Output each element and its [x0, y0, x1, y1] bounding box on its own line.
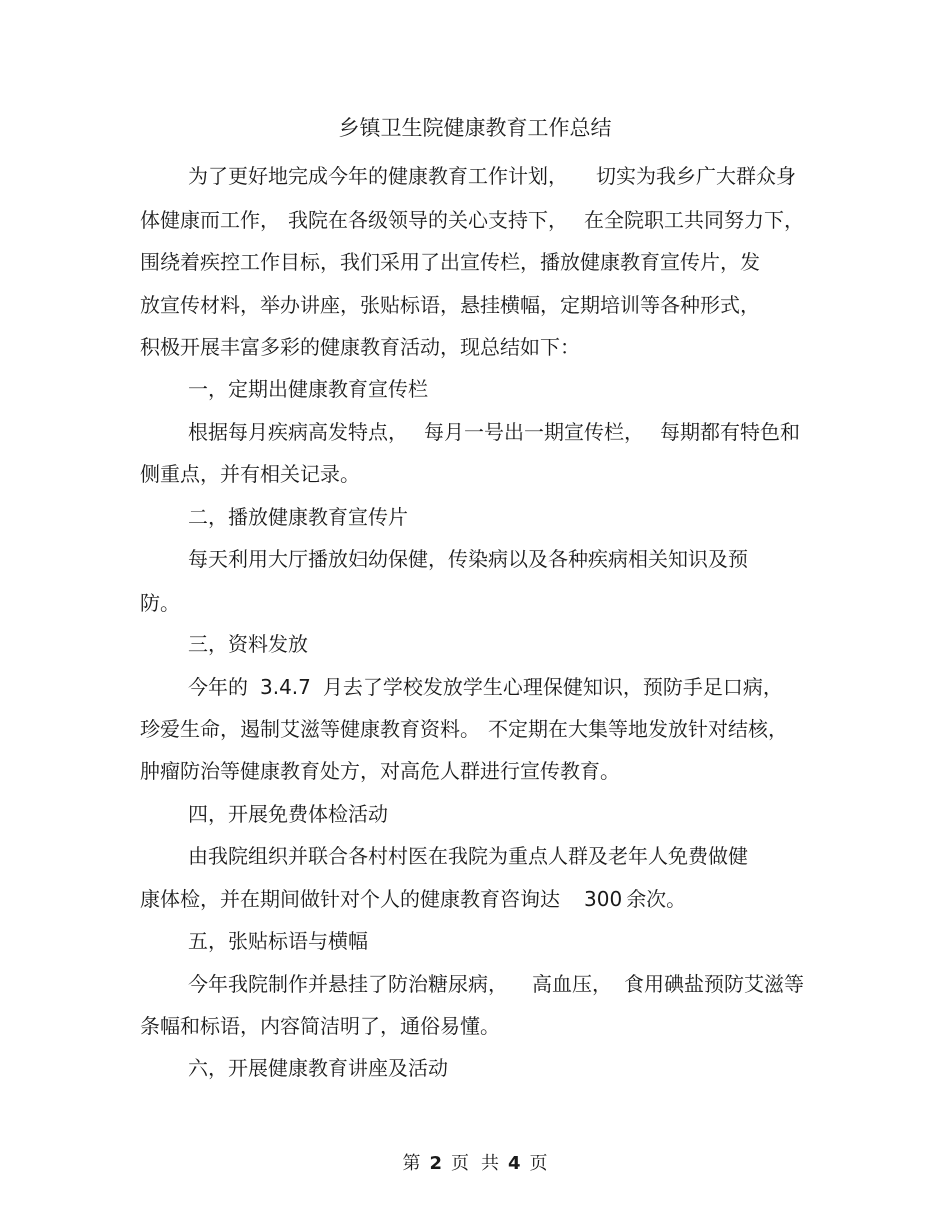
footer-page-word: 页	[451, 1153, 469, 1174]
paragraph-line	[140, 757, 620, 785]
text-segment: 今年的	[188, 675, 248, 699]
section-heading	[188, 630, 308, 658]
text-segment: 珍爱生命，遏制艾滋等健康教育资料。	[140, 717, 480, 741]
paragraph-line	[140, 206, 804, 234]
text-segment: 六，开展健康教育讲座及活动	[188, 1056, 448, 1080]
paragraph-line	[140, 715, 788, 743]
paragraph-line	[140, 248, 760, 276]
paragraph-line	[140, 291, 760, 319]
text-segment: 防。	[140, 591, 180, 615]
document-title: 乡镇卫生院健康教育工作总结	[338, 116, 612, 140]
text-segment: 由我院组织并联合各村村医在我院为重点人群及老年人免费做健	[188, 844, 748, 868]
text-segment: 二，播放健康教育宣传片	[188, 505, 408, 529]
text-segment: 五，张贴标语与横幅	[188, 929, 368, 953]
text-segment: 300	[584, 887, 623, 911]
text-segment: 每月一号出一期宣传栏，	[424, 420, 644, 444]
text-segment: 侧重点，并有相关记录。	[140, 462, 360, 486]
total-page-number: 4	[508, 1153, 521, 1174]
paragraph-line	[140, 1012, 500, 1040]
text-segment: 一，定期出健康教育宣传栏	[188, 377, 428, 401]
section-heading	[188, 800, 388, 828]
paragraph-line	[140, 589, 180, 617]
paragraph-line	[140, 885, 686, 913]
section-heading	[188, 1054, 448, 1082]
footer-total-word: 共	[481, 1153, 499, 1174]
paragraph-line	[188, 970, 804, 998]
footer-suffix: 页	[529, 1153, 548, 1174]
text-segment: 食用碘盐预防艾滋等	[624, 972, 804, 996]
text-segment: 肿瘤防治等健康教育处方，对高危人群进行宣传教育。	[140, 759, 620, 783]
text-segment: 3.4.7	[260, 675, 311, 699]
text-segment: 切实为我乡广大群众身	[596, 164, 796, 188]
footer-prefix: 第	[402, 1153, 421, 1174]
paragraph-line	[188, 545, 748, 573]
text-segment: 我院在各级领导的关心支持下，	[288, 208, 568, 232]
text-segment: 高血压，	[532, 972, 612, 996]
text-segment: 放宣传材料，举办讲座，张贴标语，悬挂横幅，定期培训等各种形式，	[140, 293, 760, 317]
paragraph-line	[140, 333, 580, 361]
text-segment: 根据每月疾病高发特点，	[188, 420, 408, 444]
text-segment: 在全院职工共同努力下，	[584, 208, 804, 232]
text-segment: 四，开展免费体检活动	[188, 802, 388, 826]
text-segment: 每期都有特色和	[660, 420, 800, 444]
section-heading	[188, 503, 408, 531]
text-segment: 围绕着疾控工作目标，我们采用了出宣传栏，播放健康教育宣传片，发	[140, 250, 760, 274]
paragraph-line	[188, 418, 800, 446]
section-heading	[188, 375, 428, 403]
text-segment: 为了更好地完成今年的健康教育工作计划，	[188, 164, 568, 188]
text-segment: 不定期在大集等地发放针对结核，	[488, 717, 788, 741]
text-segment: 康体检，并在期间做针对个人的健康教育咨询达	[140, 887, 560, 911]
text-segment: 每天利用大厅播放妇幼保健，传染病以及各种疾病相关知识及预	[188, 547, 748, 571]
paragraph-line	[188, 673, 783, 701]
text-segment: 月去了学校发放学生心理保健知识，预防手足口病，	[322, 675, 783, 699]
paragraph-line	[188, 162, 796, 190]
text-segment: 体健康而工作，	[140, 208, 280, 232]
text-segment: 三，资料发放	[188, 632, 308, 656]
text-segment: 积极开展丰富多彩的健康教育活动，现总结如下：	[140, 335, 580, 359]
page-footer	[0, 1151, 950, 1177]
section-heading	[188, 927, 368, 955]
current-page-number: 2	[429, 1153, 442, 1174]
paragraph-line	[188, 842, 748, 870]
paragraph-line	[140, 460, 360, 488]
text-segment: 余次。	[626, 887, 687, 911]
text-segment: 条幅和标语，内容简洁明了，通俗易懂。	[140, 1014, 500, 1038]
text-segment: 今年我院制作并悬挂了防治糖尿病，	[188, 972, 508, 996]
